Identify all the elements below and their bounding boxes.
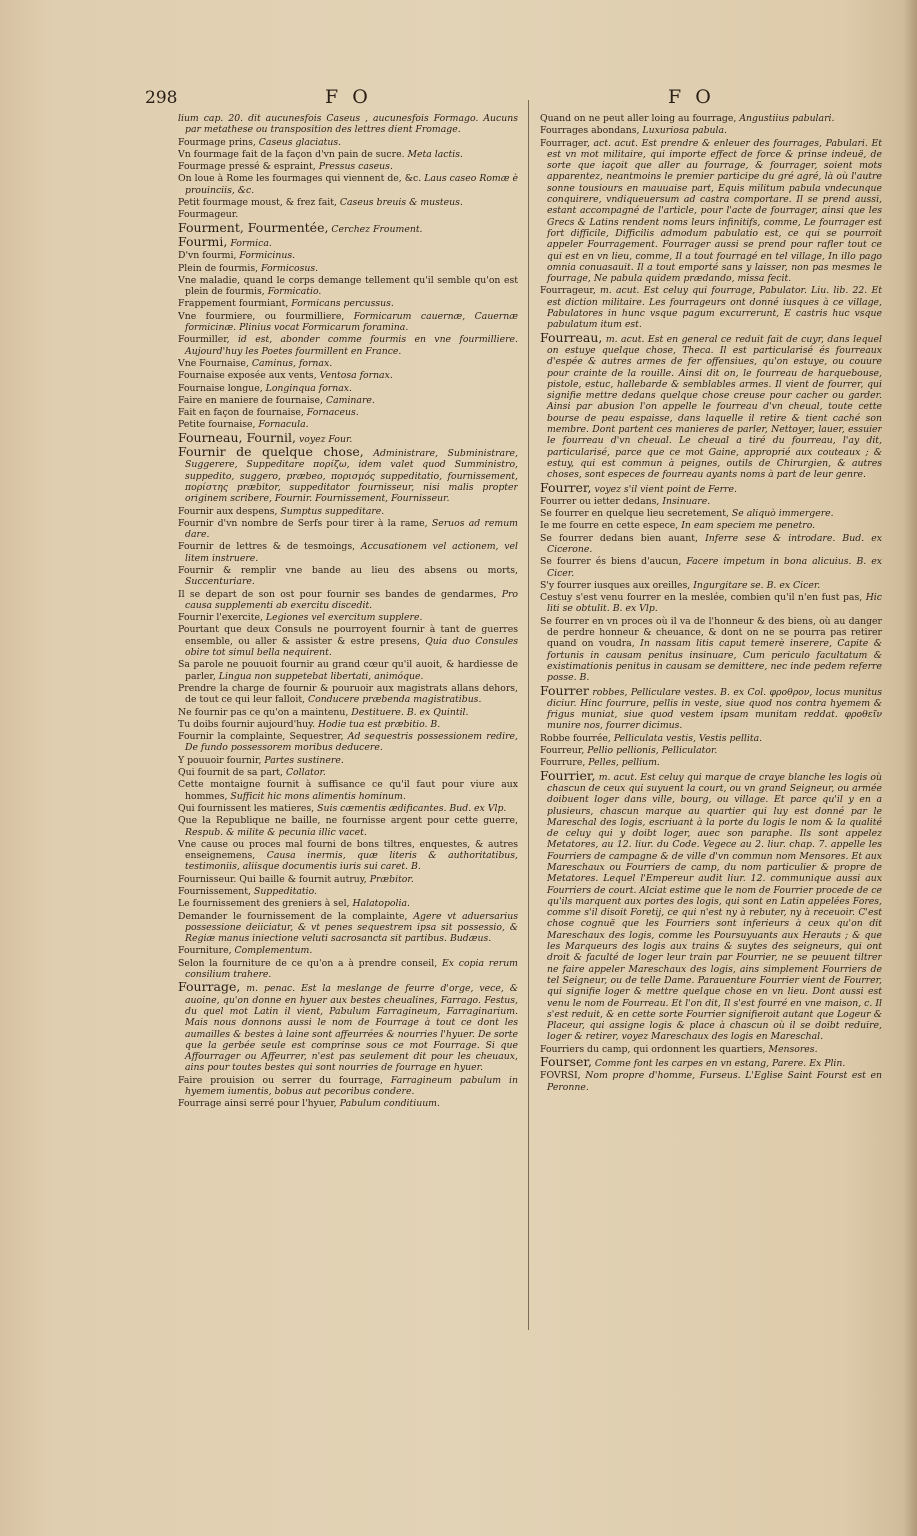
entry-headword: Fourrages abondans, (540, 125, 640, 137)
dictionary-entry (540, 508, 882, 519)
entry-definition: m. acut. Est celuy qui marque de craye blanche les logis où chascun de ceux qui suyuent la court, ou vn grand Seigneur, ou armée doibuent loger dans ville, bourg, ou village. Et parce qu'il y en a plusieurs, chascun marque au quartier qui luy est donné par le Mareschal des logis, escriuant à la porte du logis le nom & la qualité de celuy qui y doibt loger, auec son paraphe. Ils sont appelez Metatores, au 12. liur. du Code. Vegece au 2. liur. chap. 7. appelle les Fourriers de campagne & de ville d'vn commun nom Mensores. Et aux Mareschaux ou Fourriers de camp, du nom particulier & propre de Metatores. Lequel l'Empereur audit liur. 12. communique aussi aux Fourriers de court. Alciat estime que le nom de Fourrier procede de ce qu'ils marquent aux portes des logis, qui sont en Latin appelées Fores, comme s'il disoit Foretij, ce qui n'est ny à rebuter, ny à receuoir. C'est chose cognuë que les Fourriers sont inferieurs à ceux qu'on dit Mareschaux des logis, comme les Poursuyuants aux Herauts ; & que les Marqueurs des logis aux trains & suytes des seigneurs, qui ont droit & faculté de loger leur train par Fourrier, ne se peuuent tiltrer ne faire appeler Mareschaux des logis, ains simplement Fourriers de tel Seigneur, ou de telle Dame. Parauenture Fourrier vient de Fourrer, qui signifie loger & mettre quelque chose en vn lieu. Dont aussi est venu le nom de Fourreau. Et l'on dit, Il s'est fourré en vne maison, c. Il s'est reduit, & en cette sorte Fourrier signifieroit autant que Logeur & Placeur, qui assigne logis & place à chascun où il se doibt reduire, loger & retirer, voyez Mareschaux des logis en Mareschal. (547, 771, 882, 1043)
entry-headword: Il se depart de son ost pour fournir ses bandes de gendarmes, (178, 588, 497, 600)
entry-headword: Tu doibs fournir aujourd'huy. (178, 718, 316, 730)
entry-definition: Cerchez Froument. (331, 223, 423, 235)
entry-headword: Petite fournaise, (178, 419, 256, 431)
dictionary-entry (178, 981, 518, 1073)
entry-headword: Se fourrer en quelque lieu secretement, (540, 508, 729, 520)
entry-headword: Plein de fourmis, (178, 262, 259, 274)
entry-headword: Qui fournit de sa part, (178, 767, 283, 779)
entry-headword: Sa parole ne pouuoit fournir au grand cœur qu'il auoit, & hardiesse de parler, (178, 659, 518, 682)
dictionary-entry (178, 565, 518, 588)
entry-headword: Vne Fournaise, (178, 357, 249, 369)
entry-headword: Se fourrer dedans bien auant, (540, 532, 698, 544)
entry-definition: Se aliquò immergere. (731, 508, 834, 520)
dictionary-entry (178, 1098, 518, 1109)
entry-headword: Vn fourmage fait de la façon d'vn pain de sucre. (178, 148, 405, 160)
entry-headword: Prendre la charge de fournir & pouruoir aux magistrats allans dehors, de tout ce qui leur falloit, (178, 682, 518, 706)
dictionary-entry (178, 113, 518, 136)
dictionary-entry (178, 173, 518, 196)
dictionary-entry (540, 125, 882, 136)
entry-definition: Formicosus. (261, 262, 319, 274)
dictionary-entry (540, 733, 882, 744)
entry-definition: Insinuare. (662, 495, 711, 507)
dictionary-entry (178, 1075, 518, 1098)
entry-headword: Que la Republique ne baille, ne fournisse argent pour cette guerre, (178, 815, 518, 827)
dictionary-entry (178, 446, 518, 504)
entry-definition: Accusationem vel actionem, vel litem instruere. (185, 541, 518, 564)
dictionary-entry (178, 219, 518, 235)
entry-headword: D'vn fourmi, (178, 250, 237, 262)
dictionary-entry (540, 113, 882, 124)
dictionary-entry (178, 815, 518, 838)
dictionary-entry (178, 839, 518, 873)
entry-definition: Ingurgitare se. B. ex Cicer. (693, 579, 821, 591)
entry-headword: S'y fourrer iusques aux oreilles, (540, 579, 691, 591)
entry-headword: Demander le fournissement de la complainte, (178, 910, 408, 922)
entry-headword: Fourmi, (178, 233, 228, 249)
entry-definition: Formicans percussus. (291, 298, 394, 310)
entry-definition: Legiones vel exercitum supplere. (265, 612, 423, 624)
entry-definition: Sumptus suppeditare. (280, 505, 385, 517)
dictionary-entry (178, 803, 518, 814)
entry-headword: Fourment, Fourmentée, (178, 219, 329, 235)
dictionary-entry (178, 589, 518, 612)
entry-definition: Farragineum pabulum in hyemem iumentis, bobus aut pecoribus condere. (185, 1074, 518, 1098)
dictionary-entry (178, 612, 518, 623)
entry-headword: Fourrier, (540, 767, 596, 783)
dictionary-entry (178, 263, 518, 274)
entry-headword: Fournir aux despens, (178, 505, 278, 517)
entry-headword: Cette montaigne fournit à suffisance ce qu'il faut pour viure aux hommes, (178, 779, 518, 802)
dictionary-entry (540, 138, 882, 285)
dictionary-entry (178, 683, 518, 706)
dictionary-entry (178, 137, 518, 148)
entry-definition: Facere impetum in bona alicuius. B. ex Cicer. (547, 556, 882, 579)
entry-definition: Fornaceus. (306, 407, 359, 419)
entry-headword: Fournir de lettres & de tesmoings, (178, 541, 356, 553)
dictionary-entry (178, 707, 518, 718)
dictionary-entry (178, 958, 518, 981)
entry-definition: Nom propre d'homme, Furseus. L'Eglise Saint Fourst est en Peronne. (547, 1070, 882, 1093)
dictionary-entry (178, 275, 518, 298)
entry-definition: m. acut. Est celuy qui fourrage, Pabulator. Liu. lib. 22. Et est diction militaire. Les fourrageurs ont donné iusques à ce village, Pabulatores in hunc vsque pagum excurrerunt, E castris huc vsque pabulatum itum est. (547, 285, 882, 331)
entry-definition: Caseus breuis & musteus. (339, 197, 463, 209)
entry-definition: Hodie tua est præbitio. B. (318, 718, 441, 730)
entry-headword: Fournir d'vn nombre de Serfs pour tirer à la rame, (178, 517, 428, 529)
entry-definition: Laus caseo Romæ è prouinciis, &c. (185, 173, 518, 196)
dictionary-entry (178, 383, 518, 394)
entry-headword: Qui fournissent les matieres, (178, 802, 315, 814)
entry-definition: act. acut. Est prendre & enleuer des fourrages, Pabulari. Et est vn mot militaire, qui importe effect de force & prinse indeuë, de sorte que iaçoit que aller au fourrage, & fourrager, soient mots apparentez, neantmoins le premier participe du gré agré, là où l'autre sonne tousiours en mauuaise part, Equis militum pabula vndecunque conquirere, vndiqueuersum ad castra comportare. Il se prend aussi, estant accompagné de l'article, pour l'acte de fourrager, ainsi que les Grecs & Latins rendent noms leurs infinitifs, comme, Le fourrager est fort difficile, Difficilis admodum pabulatio est, ce qui se pourroit appeler Fourragement. Fourrager aussi se prend pour rafler tout ce qui est en vn lieu, comme, Il a tout fourragé en tel village, In illo pago omnia conuasauit. Il a tout emporté sans y laisser, non pas mesmes le fourrage, Ne pabula quidem prædando, missa fecit. (547, 137, 882, 285)
entry-headword: Fourser, (540, 1054, 592, 1070)
entry-headword: Le fournissement des greniers à sel, (178, 898, 350, 910)
entry-headword: Faire prouision ou serrer du fourrage, (178, 1074, 383, 1086)
dictionary-entry (178, 149, 518, 160)
dictionary-entry (178, 719, 518, 730)
dictionary-entry (540, 556, 882, 579)
entry-headword: Fournaise exposée aux vents, (178, 370, 317, 382)
dictionary-entry (178, 945, 518, 956)
entry-definition: Caseus glaciatus. (258, 136, 342, 148)
entry-definition: Destituere. B. ex Quintil. (351, 706, 469, 718)
dictionary-entry (178, 197, 518, 208)
entry-definition: m. acut. Est en general ce reduit fait de cuyr, dans lequel on estuye quelque chose, Theca. Il est particularisé és fourreaux d'espée & autres armes de fer offensiues, qu'on estuye, ou couure pour crainte de la rouille. Ainsi dit on, le fourreau de harquebouse, pistole, estuc, hallebarde & semblables armes. Il vient de fourrer, qui signifie mettre dedans quelque chose creuse pour cacher ou garder. Ainsi par abusion l'on appelle le fourreau d'vn cheual, toute cette bourse de peau espaisse, dans laquelle il retire & tient caché son membre. Dont partent ces manieres de parler, Nettoyer, lauer, essuier le fourreau d'vn cheual. Le cheual a tiré du fourreau, l'ay dit, particularisé, parce que ce mot Gaine, approprié aux couteaux ; & estuy, qui est commun à peignes, outils de Chirurgien, & autres choses, sont especes de fourreau ayants noms à part de leur genre. (547, 333, 882, 481)
page-edge-shadow (903, 0, 917, 1536)
entry-headword: Petit fourmage moust, & frez fait, (178, 197, 337, 209)
entry-headword: Fourrage, (178, 979, 241, 995)
entry-headword: FOVRSI, (540, 1070, 581, 1082)
dictionary-entry (540, 329, 882, 481)
entry-headword: Selon la fourniture de ce qu'on a à prendre conseil, (178, 957, 438, 969)
dictionary-entry (178, 518, 518, 541)
dictionary-entry (540, 592, 882, 615)
entry-headword: Fourrager, (540, 137, 590, 149)
entry-definition: Suis cæmentis ædificantes. Bud. ex Vlp. (317, 802, 507, 814)
dictionary-entry (178, 334, 518, 357)
column-divider (528, 100, 529, 1330)
entry-headword: Vne cause ou proces mal fourni de bons tiltres, enquestes, & autres enseignemens, (178, 838, 518, 862)
entry-headword: Pourtant que deux Consuls ne pourroyent fournir à tant de guerres ensemble, ou aller & assister & estre presens, (178, 624, 518, 647)
entry-definition: Partes sustinere. (264, 754, 344, 766)
entry-definition: Pressus caseus. (318, 161, 393, 173)
right-column-head: F O (668, 86, 715, 108)
entry-headword: Fourriers du camp, qui ordonnent les quartiers, (540, 1043, 766, 1055)
entry-definition: Sufficit hic mons alimentis hominum. (230, 790, 406, 802)
left-column-head: F O (325, 86, 372, 108)
dictionary-entry (178, 541, 518, 564)
entry-definition: Angustiius pabulari. (739, 113, 835, 124)
entry-headword: Se fourrer en vn proces où il va de l'honneur & des biens, où au danger de perdre honneur & cheuance, & dont on ne se pourra pas retirer quand on voudra, (540, 615, 882, 650)
entry-definition: Caminare. (325, 394, 375, 406)
entry-definition: Meta lactis. (407, 148, 463, 160)
dictionary-entry (540, 520, 882, 531)
left-column (178, 113, 518, 1328)
entry-headword: Vne fourmiere, ou fourmilliere, (178, 310, 345, 322)
entry-headword: Fourmage prins, (178, 136, 256, 148)
dictionary-entry (540, 745, 882, 756)
entry-definition: Caminus, fornax. (251, 357, 333, 369)
entry-definition: Formicarum cauernæ, Cauernæ formicinæ. Plinius vocat Formicarum foramina. (185, 310, 518, 334)
dictionary-entry (178, 911, 518, 945)
dictionary-entry (178, 298, 518, 309)
entry-definition: Conducere præbenda magistratibus. (307, 694, 482, 706)
dictionary-entry (178, 506, 518, 517)
entry-definition: Succenturiare. (185, 576, 255, 588)
entry-definition: Inferre sese & introdare. Bud. ex Cicerone. (547, 532, 882, 555)
dictionary-entry (178, 250, 518, 261)
entry-definition: voyez Four. (298, 433, 353, 445)
entry-headword: Fourrageur, (540, 285, 596, 297)
entry-headword: Fourrer, (540, 479, 592, 495)
dictionary-entry (178, 779, 518, 802)
entry-definition: Seruos ad remum dare. (185, 517, 518, 541)
entry-headword: Fourmiller, (178, 334, 230, 346)
page-number: 298 (145, 88, 178, 108)
entry-headword: Vne maladie, quand le corps demange tellement qu'il semble qu'on est plein de fourmis, (178, 274, 518, 298)
dictionary-entry (178, 233, 518, 249)
entry-headword: Fourrer (540, 682, 589, 698)
right-column (540, 113, 882, 1328)
entry-definition: Complementum. (234, 945, 313, 957)
dictionary-entry (178, 429, 518, 445)
entry-headword: Fournir & remplir vne bande au lieu des absens ou morts, (178, 564, 518, 576)
entry-definition: Luxuriosa pabula. (642, 125, 727, 137)
dictionary-entry (178, 731, 518, 754)
entry-definition: Formicatio. (267, 286, 322, 298)
entry-definition: Ad sequestris possessionem redire, De fundo possessorem moribus deducere. (185, 731, 518, 754)
entry-definition: Lingua non suppetebat libertati, animóque. (218, 670, 424, 682)
dictionary-entry (178, 767, 518, 778)
dictionary-entry (178, 755, 518, 766)
entry-headword: Fourreur, (540, 745, 585, 757)
entry-headword: Fournir de quelque chose, (178, 444, 364, 460)
entry-headword: On loue à Rome les fourmages qui viennent de, &c. (178, 173, 422, 185)
entry-definition: Ex copia rerum consilium trahere. (185, 957, 518, 981)
entry-definition: Collator. (285, 767, 326, 779)
entry-headword: Y pouuoir fournir, (178, 754, 262, 766)
entry-definition: Longinqua fornax. (265, 382, 352, 394)
dictionary-entry (178, 659, 518, 682)
entry-headword: Fourreau, (540, 329, 603, 345)
dictionary-entry (540, 580, 882, 591)
entry-headword: Fourmage pressé & espraint, (178, 161, 316, 173)
entry-headword: Fourrer ou ietter dedans, (540, 495, 660, 507)
dictionary-entry (540, 479, 882, 495)
entry-definition: Formica. (230, 237, 272, 249)
entry-definition: Quia duo Consules obire tot simul bella nequirent. (185, 635, 518, 659)
entry-definition: Causa inermis, quæ literis & authoritatibus, testimoniis, aliisque documentis iuris sui caret. B. (185, 850, 518, 873)
entry-definition: lium cap. 20. dit aucunesfois Caseus , aucunesfois Formago. Aucuns par metathese ou transposition des lettres dient Fromage. (178, 113, 518, 136)
entry-definition: Pelles, pellium. (588, 757, 660, 769)
entry-definition: Pellio pellionis, Pelliculator. (587, 745, 718, 757)
entry-headword: Fourneau, Fournil, (178, 429, 296, 445)
entry-definition: Halatopolia. (352, 898, 410, 910)
entry-definition: Mensores. (768, 1043, 818, 1055)
entry-headword: Fourniture, (178, 945, 232, 957)
entry-headword: Quand on ne peut aller loing au fourrage, (540, 113, 737, 124)
dictionary-entry (178, 407, 518, 418)
entry-definition: Administrare, Subministrare, Suggerere, Suppeditare πορίζω, idem valet quod Sumministro, suppedito, suggero, præbeo, πορισμός suppeditatio, fournissement, πορίστης præbitor, suppeditator fournisseur, nisi malis propter originem scribere, Fournir. Fournissement, Fournisseur. (185, 448, 518, 505)
entry-headword: Faire en maniere de fournaise, (178, 394, 324, 406)
dictionary-entry (178, 311, 518, 334)
entry-definition: voyez s'il vient point de Ferre. (594, 483, 737, 495)
entry-definition: Hic liti se obtulit. B. ex Vlp. (547, 592, 882, 615)
entry-headword: Se fourrer és biens d'aucun, (540, 556, 682, 568)
entry-definition: Pro causa supplementi ab exercitu discedit. (185, 588, 518, 611)
entry-headword: Frappement fourmiant, (178, 298, 289, 310)
dictionary-entry (540, 1070, 882, 1093)
dictionary-entry (178, 370, 518, 381)
entry-definition: Comme font les carpes en vn estang, Parere. Ex Plin. (594, 1058, 846, 1070)
entry-headword: Fourrure, (540, 757, 586, 769)
dictionary-entry (540, 496, 882, 507)
entry-headword: Ie me fourre en cette espece, (540, 520, 679, 532)
entry-definition: Agere vt aduersarius possessione deiiciatur, & vt penes sequestrem ipsa sit possessio, & Regiæ manus iniectione veluti sacrosancta sit partibus. Budæus. (185, 910, 518, 945)
dictionary-entry (540, 767, 882, 1043)
entry-definition: In nassam litis caput temerè inserere, Capite & fortunis in causam penitus insinuare, Cum periculo facultatum & existimationis penitus in causam se demittere, nec inde pedem referre posse. B. (547, 638, 882, 684)
entry-definition: Præbitor. (369, 873, 414, 885)
entry-headword: Fournissement, (178, 886, 251, 897)
entry-definition: Pelliculata vestis, Vestis pellita. (613, 732, 763, 744)
entry-definition: m. penac. Est la meslange de feurre d'orge, vece, & auoine, qu'on donne en hyuer aux bestes cheualines, Farrago. Festus, du quel mot Latin il vient, Pabulum Farragineum, Farraginarium. Mais nous donnons aussi le nom de Fourrage à tout ce dont les aumailles & bestes à laine sont affeurrées & nourries l'hyuer. De sorte que la gerbée seule est comprinse sous ce mot Fourrage. Si que Affourrager ou Affeurrer, n'est pas seulement dit pour les cheuaux, ains pour toutes bestes qui sont nourries de fourrage en hyuer. (185, 983, 518, 1074)
entry-headword: Fait en façon de fournaise, (178, 407, 304, 419)
entry-headword: Fournisseur. Qui baille & fournit autruy, (178, 873, 367, 885)
dictionary-entry (178, 874, 518, 885)
entry-definition: Ventosa fornax. (319, 370, 393, 382)
dictionary-entry (178, 358, 518, 369)
entry-headword: Fourrage ainsi serré pour l'hyuer, (178, 1098, 337, 1110)
entry-definition: Suppeditatio. (253, 886, 318, 897)
entry-definition: Pabulum conditiuum. (339, 1098, 440, 1110)
entry-definition: Fornacula. (258, 419, 309, 431)
entry-headword: Fournaise longue, (178, 382, 263, 394)
dictionary-entry (178, 886, 518, 897)
entry-headword: Ne fournir pas ce qu'on a maintenu, (178, 706, 349, 718)
entry-definition: robbes, Pelliculare vestes. B. ex Col. φροθρον, locus munitus diciur. Hinc fourrure, pellis in veste, siue quod nos contra hyemem & frigus muniat, siue quod vestem ipsam munitam reddat. φροθεῖν munire nos, fourrer dicimus. (547, 686, 882, 732)
dictionary-entry (178, 624, 518, 658)
entry-definition: Formicinus. (239, 250, 296, 262)
entry-definition: id est, abonder comme fourmis en vne fourmilliere. Aujourd'huy les Poetes fourmillent en France. (185, 334, 518, 357)
dictionary-entry (540, 682, 882, 732)
dictionary-entry (540, 285, 882, 330)
dictionary-entry (540, 616, 882, 684)
entry-headword: Robbe fourrée, (540, 732, 611, 744)
dictionary-entry (178, 161, 518, 172)
dictionary-entry (540, 533, 882, 556)
dictionary-entry (540, 1056, 882, 1069)
entry-headword: Fournir l'exercite, (178, 612, 263, 624)
dictionary-entry (178, 898, 518, 909)
entry-headword: Fournir la complainte, Sequestrer, (178, 731, 344, 743)
entry-headword: Fourmageur. (178, 209, 239, 221)
running-head (0, 88, 917, 112)
entry-definition: In eam speciem me penetro. (681, 520, 816, 532)
dictionary-entry (178, 395, 518, 406)
entry-definition: Respub. & milite & pecunia illic vacet. (185, 826, 367, 838)
entry-headword: Cestuy s'est venu fourrer en la meslée, combien qu'il n'en fust pas, (540, 592, 863, 604)
